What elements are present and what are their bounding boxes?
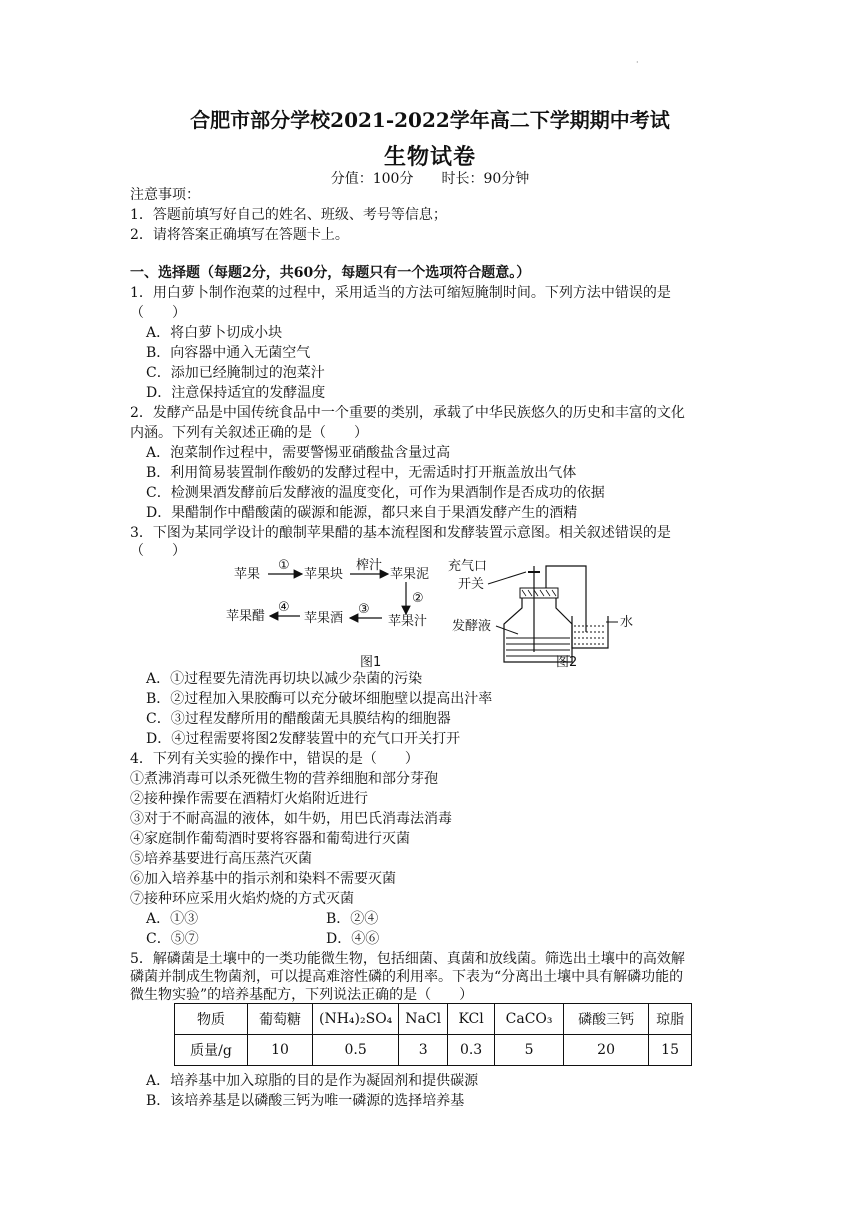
option: B．向容器中通入无菌空气 xyxy=(146,345,311,361)
notes-heading: 注意事项： xyxy=(130,187,200,203)
flow-block: 苹果块 xyxy=(304,567,344,582)
question-stem: 4．下列有关实验的操作中，错误的是（ ） xyxy=(130,751,419,767)
switch-pointer xyxy=(488,572,526,584)
table-header-row xyxy=(175,1004,692,1035)
step-4: ④ xyxy=(278,600,290,615)
statement: ⑥加入培养基中的指示剂和染料不需要灭菌 xyxy=(130,871,396,887)
option: A．培养基中加入琼脂的目的是作为凝固剂和提供碳源 xyxy=(146,1073,479,1089)
table-row xyxy=(175,1035,692,1066)
note-item: 2．请将答案正确填写在答题卡上。 xyxy=(130,227,349,243)
statement: ①煮沸消毒可以杀死微生物的营养细胞和部分芽孢 xyxy=(130,771,438,787)
option: C．③过程发酵所用的醋酸菌无具膜结构的细胞器 xyxy=(146,711,451,727)
outlet-tube xyxy=(546,566,586,632)
option: B．②④ xyxy=(326,911,379,927)
fermentation-figure xyxy=(222,552,642,672)
option: D．果醋制作中醋酸菌的碳源和能源，都只来自于果酒发酵产生的酒精 xyxy=(146,505,578,521)
option: D．注意保持适宜的发酵温度 xyxy=(146,385,326,401)
statement: ④家庭制作葡萄酒时要将容器和葡萄进行灭菌 xyxy=(130,831,410,847)
flow-wine: 苹果酒 xyxy=(304,611,344,626)
table-cell: NaCl xyxy=(399,1004,448,1035)
option: C．检测果酒发酵前后发酵液的温度变化，可作为果酒制作是否成功的依据 xyxy=(146,485,605,501)
question-stem: 磷菌并制成生物菌剂，可以提高难溶性磷的利用率。下表为“分离出土壤中具有解磷功能的 xyxy=(130,969,684,985)
step-squeeze: 榨汁 xyxy=(356,558,383,573)
flow-juice: 苹果汁 xyxy=(388,614,428,629)
question-stem: 2．发酵产品是中国传统食品中一个重要的类别，承载了中华民族悠久的历史和丰富的文化 xyxy=(130,405,685,421)
option: B．②过程加入果胶酶可以充分破坏细胞壁以提高出汁率 xyxy=(146,691,493,707)
table-cell: 10 xyxy=(248,1035,313,1066)
table-cell: 琼脂 xyxy=(649,1004,692,1035)
table-cell: 0.3 xyxy=(448,1035,495,1066)
statement: ③对于不耐高温的液体，如牛奶，用巴氏消毒法消毒 xyxy=(130,811,452,827)
step-2: ② xyxy=(412,591,424,606)
table-cell: (NH₄)₂SO₄ xyxy=(313,1004,399,1035)
bottle xyxy=(504,598,572,662)
flow-puree: 苹果泥 xyxy=(390,567,430,582)
question-stem: 微生物实验”的培养基配方，下列说法正确的是（ ） xyxy=(130,987,474,1003)
exam-meta: 分值：100分 时长：90分钟 xyxy=(330,171,530,187)
table-cell: 葡萄糖 xyxy=(248,1004,313,1035)
option: C．添加已经腌制过的泡菜汁 xyxy=(146,365,325,381)
question-stem: 3．下图为某同学设计的酿制苹果醋的基本流程图和发酵装置示意图。相关叙述错误的是 xyxy=(130,525,671,541)
page-dot: · xyxy=(636,58,639,67)
answer-paren: （ ） xyxy=(130,305,186,321)
option: D．④过程需要将图2发酵装置中的充气口开关打开 xyxy=(146,731,461,747)
question-stem: 5．解磷菌是土壤中的一类功能微生物，包括细菌、真菌和放线菌。筛选出土壤中的高效解 xyxy=(130,951,685,967)
table-cell: 磷酸三钙 xyxy=(564,1004,649,1035)
section-heading: 一、选择题（每题2分，共60分，每题只有一个选项符合题意。） xyxy=(130,265,531,281)
option: A．①③ xyxy=(146,911,199,927)
answer-paren: （ ） xyxy=(130,543,186,559)
question-stem: 1．用白萝卜制作泡菜的过程中，采用适当的方法可缩短腌制时间。下列方法中错误的是 xyxy=(130,285,671,301)
option: A．将白萝卜切成小块 xyxy=(146,325,283,341)
statement: ⑦接种环应采用火焰灼烧的方式灭菌 xyxy=(130,891,354,907)
switch-label: 开关 xyxy=(458,577,485,592)
flow-vinegar: 苹果醋 xyxy=(226,609,266,624)
table-cell: CaCO₃ xyxy=(495,1004,564,1035)
table-cell: 0.5 xyxy=(313,1035,399,1066)
water-label: 水 xyxy=(620,615,634,630)
table-cell: 物质 xyxy=(175,1004,248,1035)
flow-apple: 苹果 xyxy=(234,567,261,582)
table-cell: KCl xyxy=(448,1004,495,1035)
table-cell: 5 xyxy=(495,1035,564,1066)
inlet-label: 充气口 xyxy=(448,559,488,574)
figure-1-caption: 图1 xyxy=(360,655,382,670)
option: A．①过程要先清洗再切块以减少杂菌的污染 xyxy=(146,671,423,687)
option: D．④⑥ xyxy=(326,931,380,947)
table-cell: 15 xyxy=(649,1035,692,1066)
note-item: 1．答题前填写好自己的姓名、班级、考号等信息； xyxy=(130,207,447,223)
question-stem: 内涵。下列有关叙述正确的是（ ） xyxy=(130,425,368,441)
option: C．⑤⑦ xyxy=(146,931,199,947)
medium-table xyxy=(174,1003,692,1066)
option: B．该培养基是以磷酸三钙为唯一磷源的选择培养基 xyxy=(146,1093,465,1109)
table-cell: 质量/g xyxy=(175,1035,248,1066)
step-1: ① xyxy=(278,558,290,573)
subject-title: 生物试卷 xyxy=(383,144,476,170)
figure-2-caption: 图2 xyxy=(556,655,578,670)
bottle-cap xyxy=(520,588,558,598)
table-cell: 20 xyxy=(564,1035,649,1066)
option: B．利用简易装置制作酸奶的发酵过程中，无需适时打开瓶盖放出气体 xyxy=(146,465,577,481)
exam-title: 合肥市部分学校2021-2022学年高二下学期期中考试 xyxy=(190,108,670,132)
step-3: ③ xyxy=(358,602,370,617)
table-cell: 3 xyxy=(399,1035,448,1066)
option: A．泡菜制作过程中，需要警惕亚硝酸盐含量过高 xyxy=(146,445,451,461)
statement: ②接种操作需要在酒精灯火焰附近进行 xyxy=(130,791,368,807)
liquid-label: 发酵液 xyxy=(452,619,492,634)
liquid-pointer xyxy=(496,626,518,634)
statement: ⑤培养基要进行高压蒸汽灭菌 xyxy=(130,851,312,867)
